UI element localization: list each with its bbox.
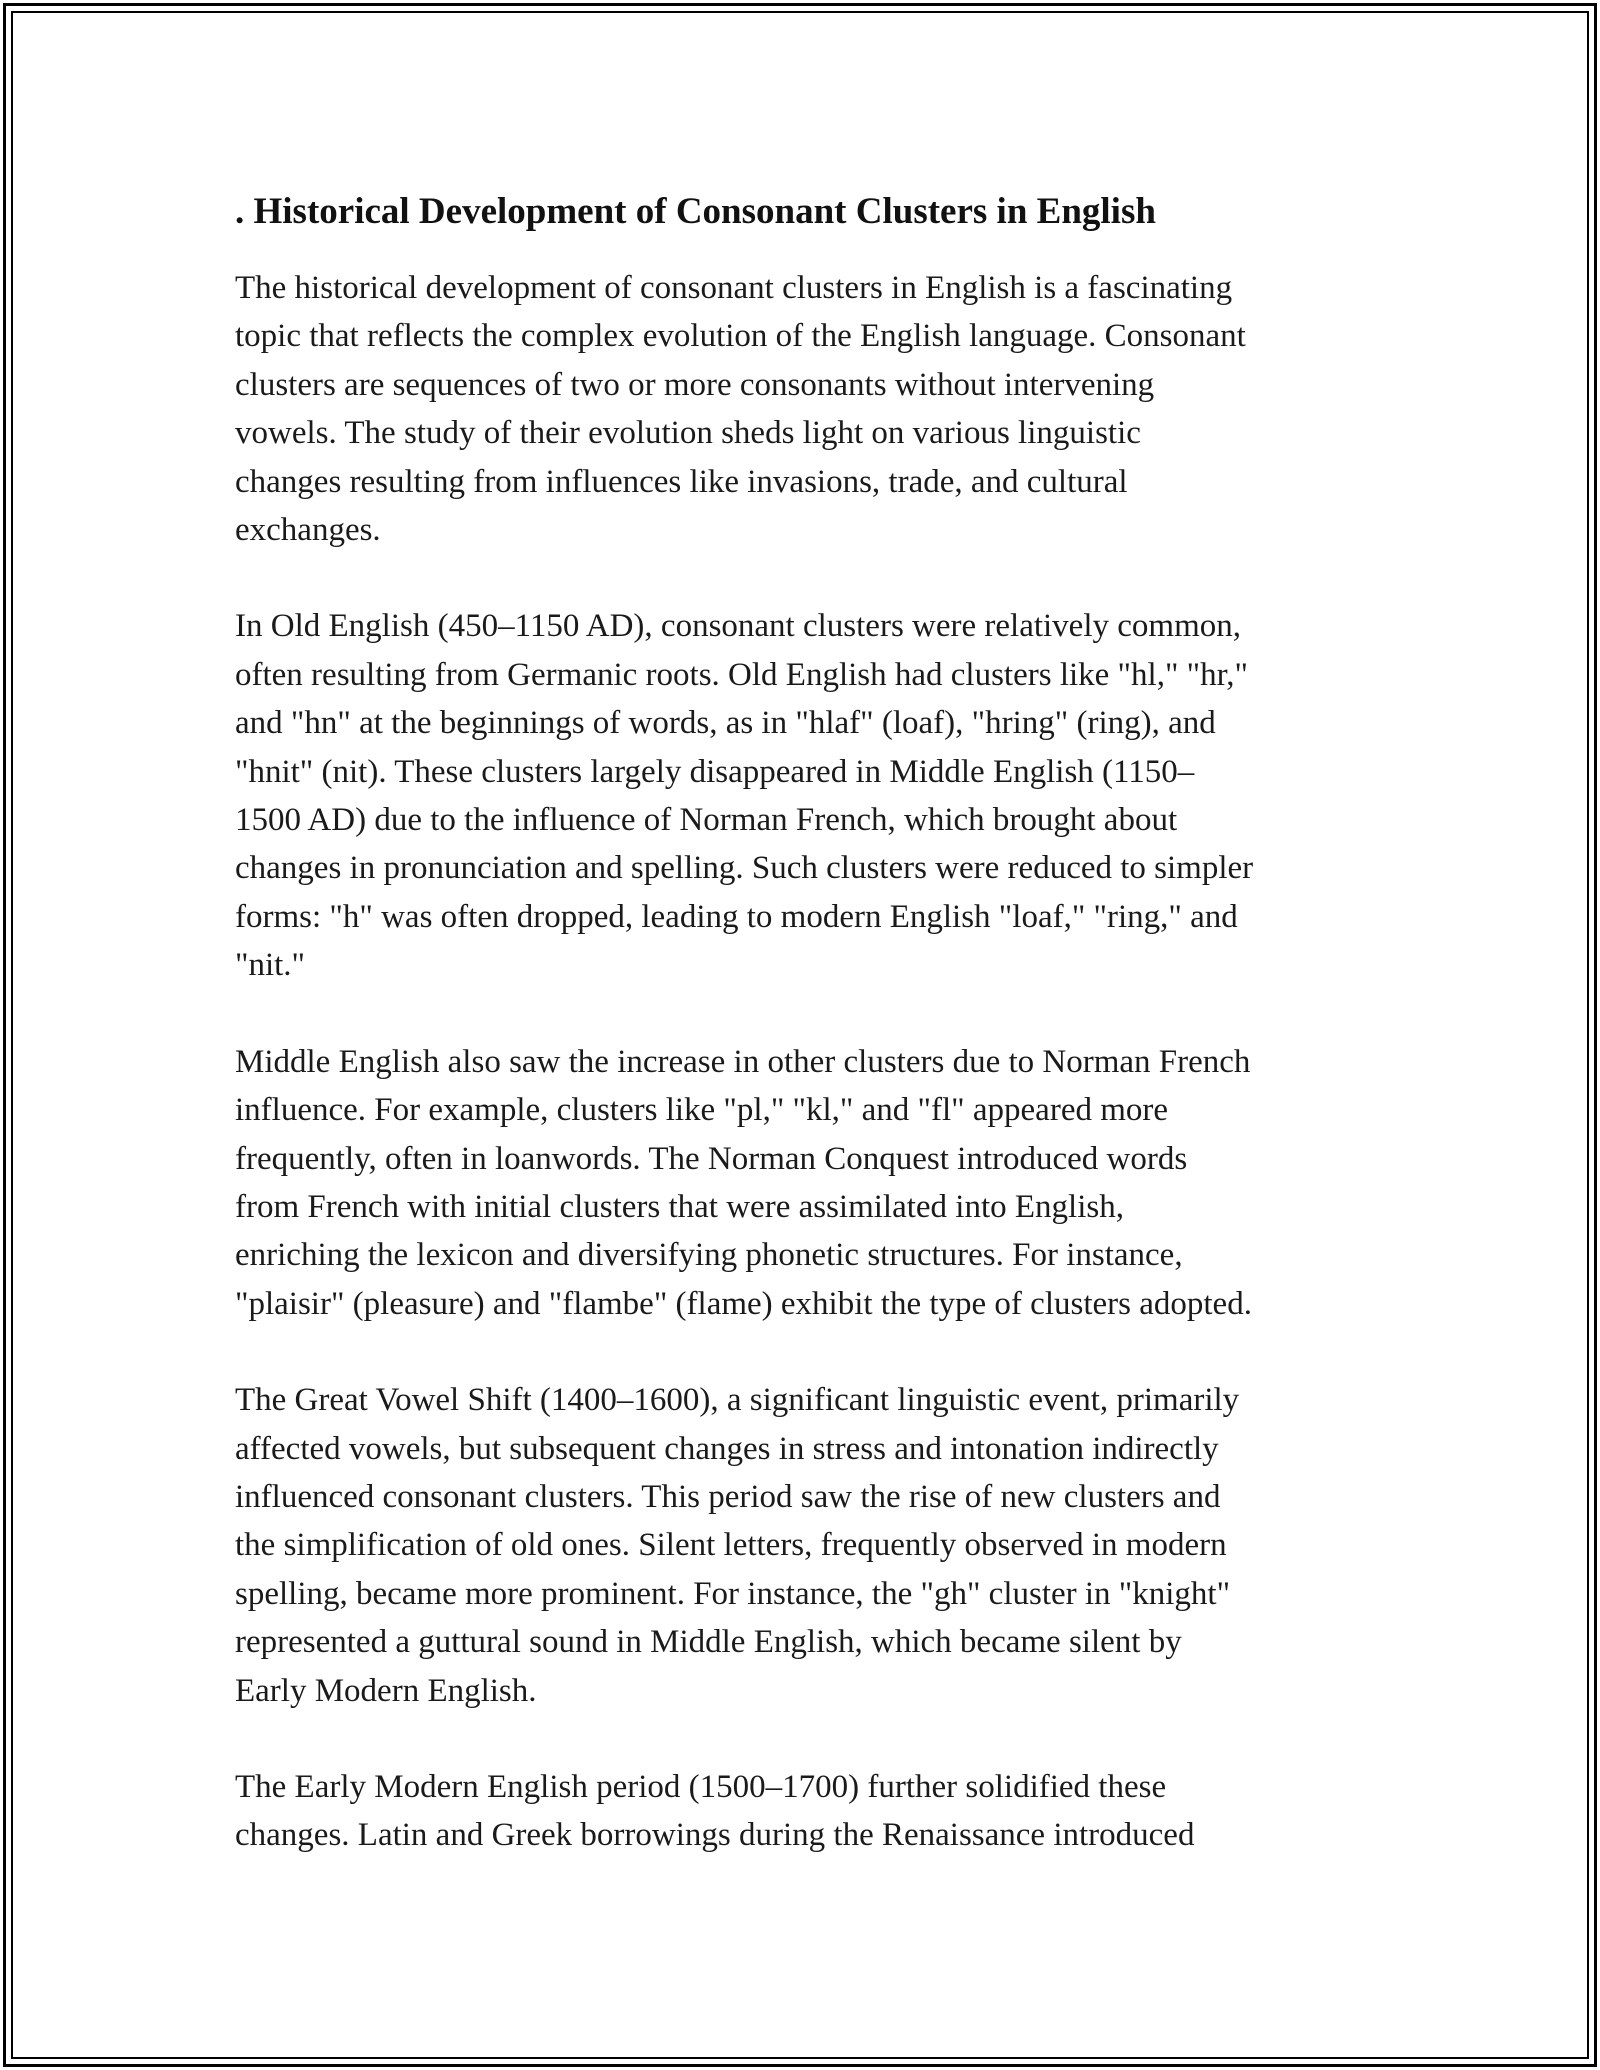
paragraph [235,1763,1375,1860]
paragraph-line: changes resulting from influences like invasions, trade, and cultural [235,463,1128,500]
paragraph-line: In Old English (450–1150 AD), consonant clusters were relatively common, [235,608,1241,645]
paragraph-line: represented a guttural sound in Middle English, which became silent by [235,1624,1182,1661]
paragraph-line: The historical development of consonant clusters in English is a fascinating [235,270,1233,306]
paragraph-line: frequently, often in loanwords. The Norman Conquest introduced words [235,1140,1188,1177]
paragraph-line: Middle English also saw the increase in other clusters due to Norman French [235,1043,1251,1080]
paragraph-line: and "hn" at the beginnings of words, as in "hlaf" (loaf), "hring" (ring), and [235,705,1216,742]
section-title: . Historical Development of Consonant Clusters in English [235,191,1156,232]
paragraph-line: forms: "h" was often dropped, leading to modern English "loaf," "ring," and [235,898,1238,935]
paragraph-line: influence. For example, clusters like "pl," "kl," and "fl" appeared more [235,1092,1169,1129]
paragraph-line: the simplification of old ones. Silent letters, frequently observed in modern [235,1527,1227,1564]
paragraph-line: enriching the lexicon and diversifying phonetic structures. For instance, [235,1237,1183,1274]
paragraph-line: exchanges. [235,512,381,549]
paragraph-line: from French with initial clusters that were assimilated into English, [235,1188,1124,1225]
paragraph-line: topic that reflects the complex evolution of the English language. Consonant [235,318,1246,355]
paragraph [235,1038,1375,1328]
paragraph [235,1376,1375,1715]
paragraph-line: influenced consonant clusters. This period saw the rise of new clusters and [235,1478,1221,1515]
paragraph-line: "nit." [235,947,306,984]
paragraph [235,264,1375,554]
paragraph-line: "plaisir" (pleasure) and "flambe" (flame) exhibit the type of clusters adopted. [235,1285,1252,1322]
paragraph-line: often resulting from Germanic roots. Old English had clusters like "hl," "hr," [235,656,1249,693]
paragraph-line: "hnit" (nit). These clusters largely disappeared in Middle English (1150– [235,753,1195,790]
paragraph-line: 1500 AD) due to the influence of Norman French, which brought about [235,802,1178,839]
paragraph-line: vowels. The study of their evolution sheds light on various linguistic [235,415,1141,452]
paragraph-line: The Early Modern English period (1500–1700) further solidified these [235,1768,1167,1805]
paragraph-line: affected vowels, but subsequent changes in stress and intonation indirectly [235,1430,1219,1467]
paragraph-line: clusters are sequences of two or more consonants without intervening [235,366,1155,403]
paragraph-line: changes. Latin and Greek borrowings during the Renaissance introduced [235,1817,1195,1854]
paragraph-line: spelling, became more prominent. For instance, the "gh" cluster in "knight" [235,1575,1231,1612]
paragraph-line: changes in pronunciation and spelling. Such clusters were reduced to simpler [235,850,1254,887]
document-body [235,188,1375,1908]
paragraph-line: The Great Vowel Shift (1400–1600), a significant linguistic event, primarily [235,1382,1240,1419]
paragraph [235,602,1375,989]
paragraph-line: Early Modern English. [235,1672,537,1709]
paragraph-container [235,264,1375,1860]
